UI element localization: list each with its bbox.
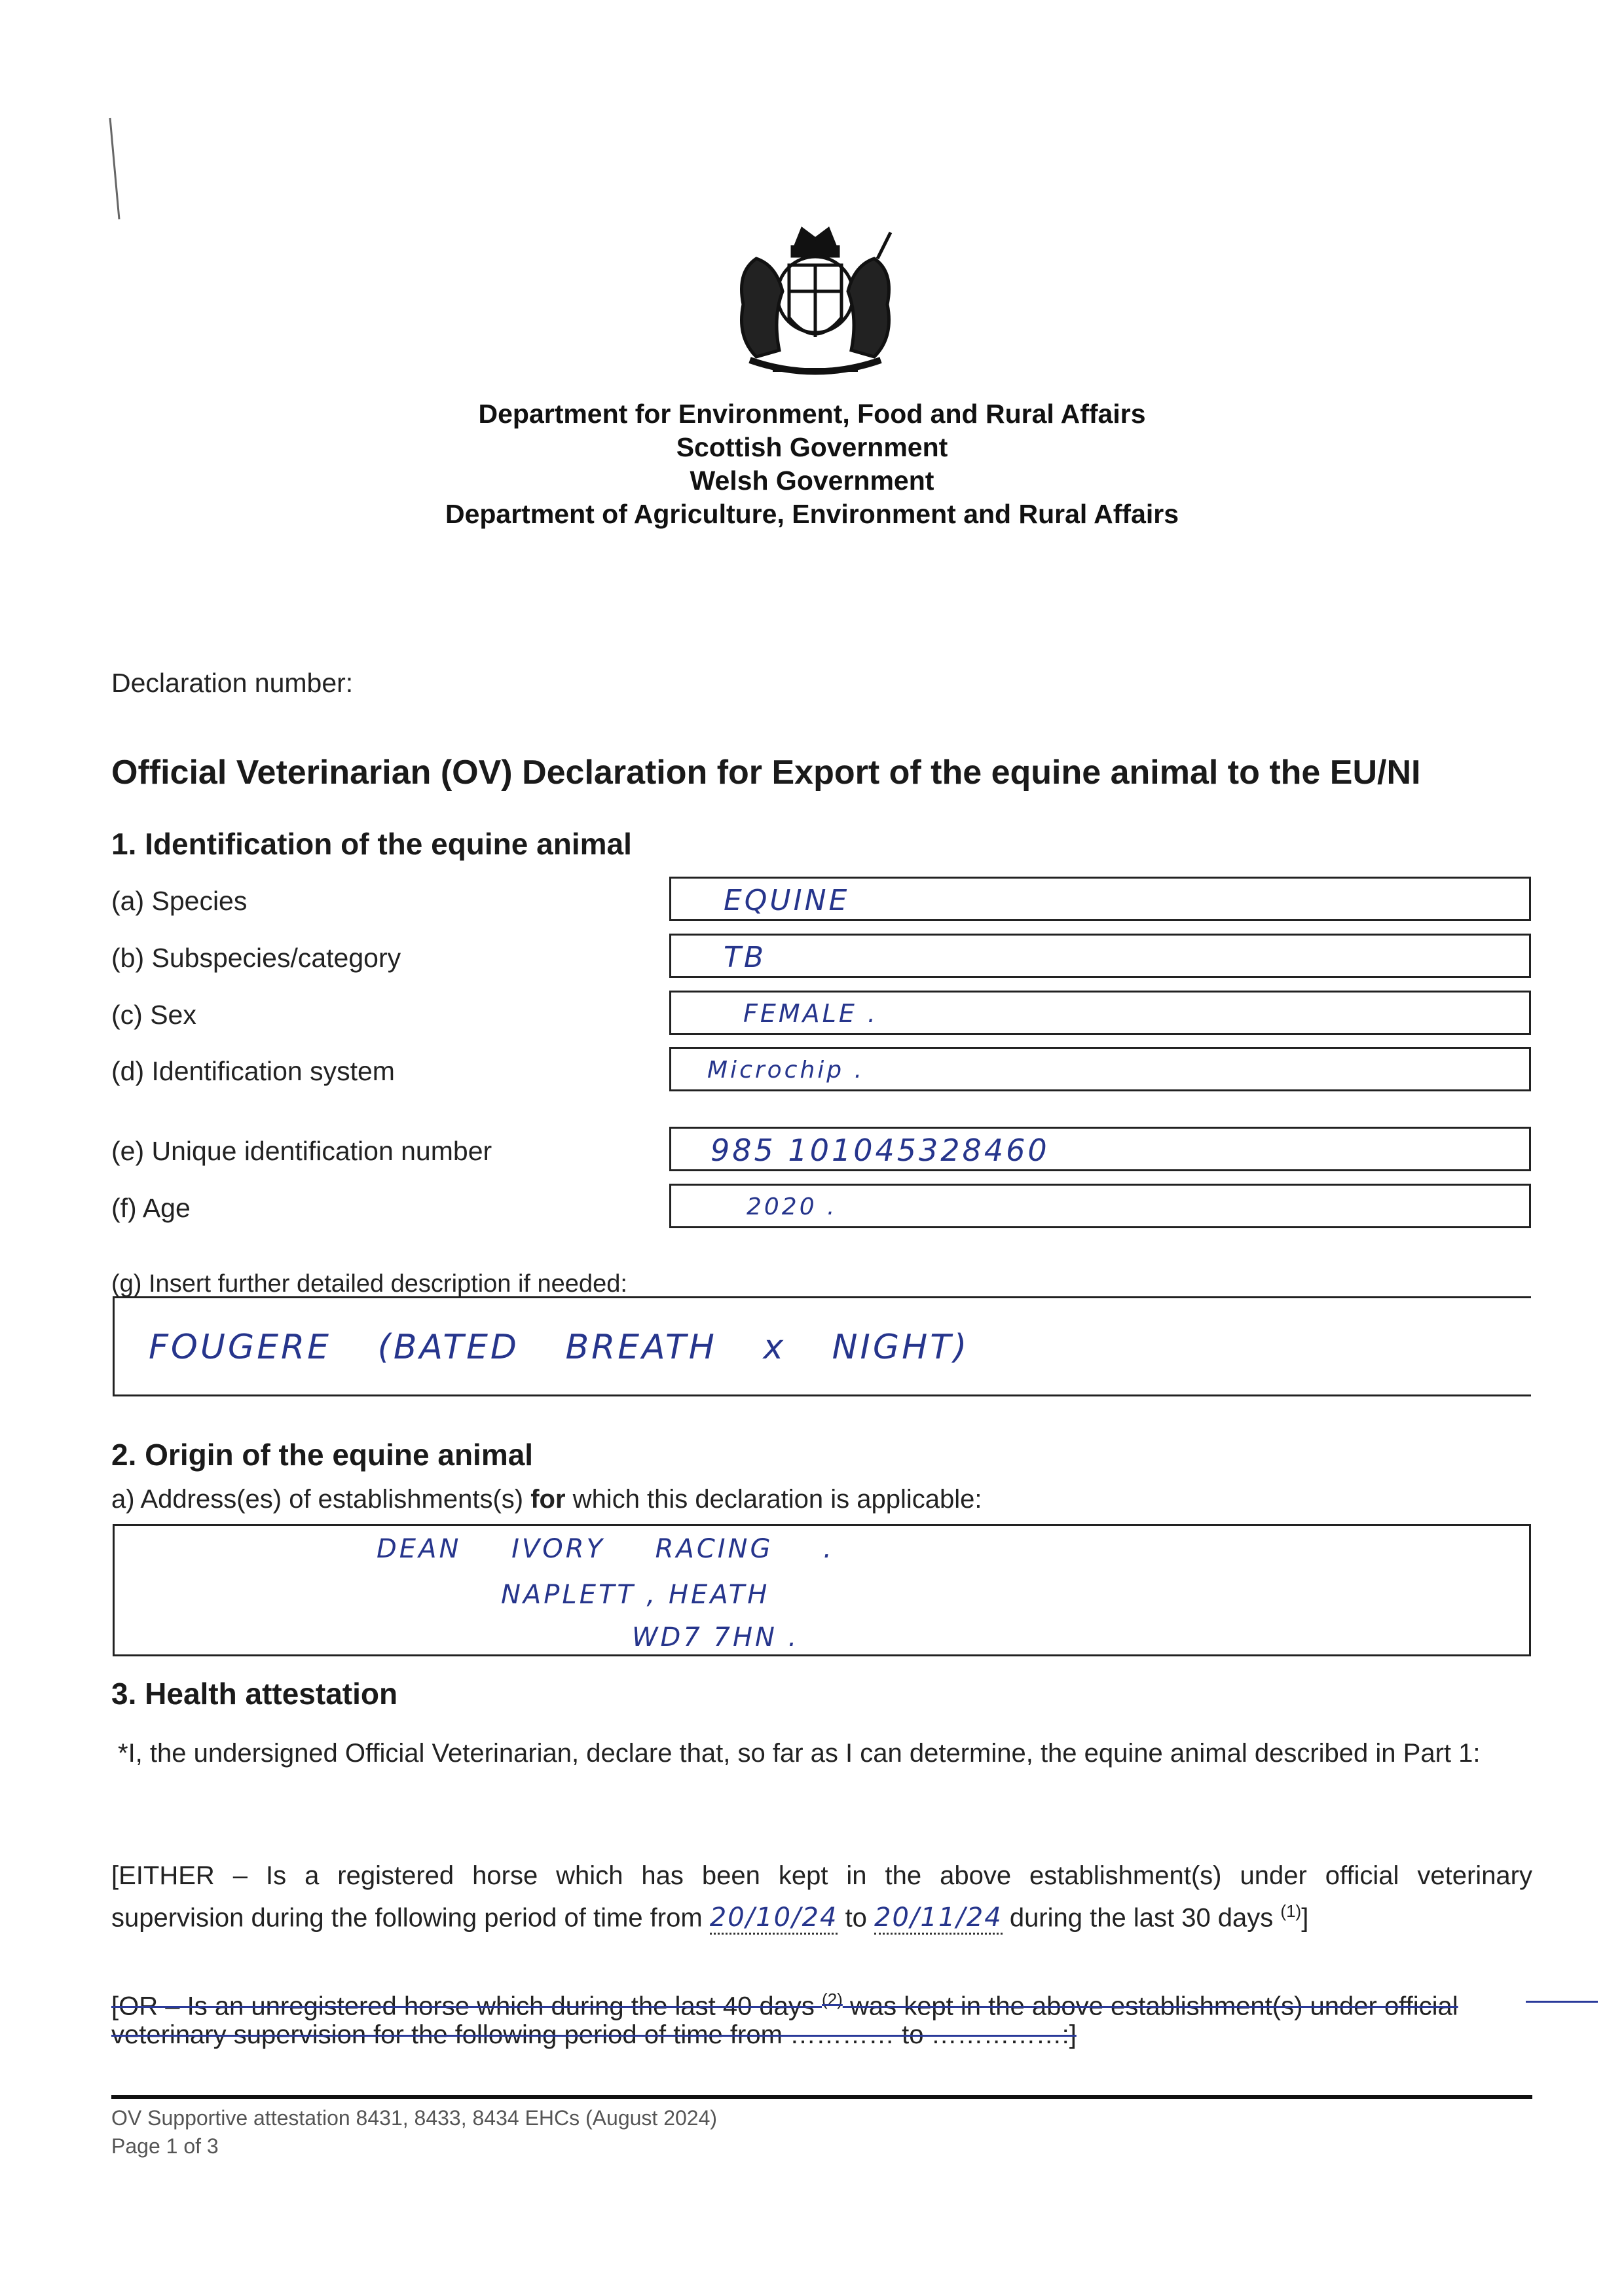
identification-system-label: (d) Identification system <box>111 1056 395 1086</box>
species-value: EQUINE <box>724 884 850 917</box>
either-footnote: (1) <box>1280 1901 1302 1921</box>
address-field[interactable] <box>113 1524 1531 1656</box>
unique-id-value: 985 101045328460 <box>710 1133 1050 1168</box>
subspecies-value: TB <box>724 941 767 974</box>
section-2-heading: 2. Origin of the equine animal <box>111 1438 534 1472</box>
either-to: to <box>838 1903 875 1933</box>
address-label <box>111 1485 982 1514</box>
either-line-2-pre: supervision during the following period of time from <box>111 1903 710 1933</box>
footer-divider <box>111 2095 1532 2099</box>
species-field[interactable] <box>669 877 1531 921</box>
royal-coat-of-arms-icon <box>710 219 920 390</box>
address-line: NAPLETT , HEATH <box>501 1580 770 1610</box>
page-total: 3 <box>206 2134 219 2158</box>
section-1-heading: 1. Identification of the equine animal <box>111 827 632 861</box>
sex-field[interactable] <box>669 991 1531 1035</box>
identification-system-value: Microchip . <box>707 1057 865 1084</box>
description-value: FOUGERE (BATED BREATH x NIGHT) <box>149 1328 970 1367</box>
address-line: DEAN IVORY RACING . <box>377 1534 834 1564</box>
health-attestation-intro: *I, the undersigned Official Veterinarian, declare that, so far as I can determine, the equine animal described in Part 1: <box>118 1739 1481 1768</box>
either-clause-line-2 <box>111 1893 1532 1935</box>
description-label: (g) Insert further detailed description if needed: <box>111 1270 627 1298</box>
page-of: of <box>177 2134 207 2158</box>
either-close: ] <box>1301 1903 1309 1933</box>
either-line-2-post: during the last 30 days <box>1002 1903 1281 1933</box>
department-name: Scottish Government <box>676 432 948 462</box>
page-title: Official Veterinarian (OV) Declaration for Export of the equine animal to the EU/NI <box>111 754 1421 792</box>
department-name: Department of Agriculture, Environment and Rural Affairs <box>445 499 1179 529</box>
or-strike-extension <box>1526 2001 1598 2003</box>
department-name: Welsh Government <box>690 465 934 496</box>
species-label: (a) Species <box>111 886 248 916</box>
subspecies-label: (b) Subspecies/category <box>111 943 401 973</box>
or-footnote: (2) <box>822 1990 843 2009</box>
scan-mark <box>105 115 131 226</box>
subspecies-field[interactable] <box>669 934 1531 978</box>
or-line-1-post: was kept in the above establishment(s) under official <box>842 1992 1458 2021</box>
description-field[interactable] <box>113 1296 1531 1396</box>
sex-label: (c) Sex <box>111 1000 196 1030</box>
address-line: WD7 7HN . <box>632 1622 800 1652</box>
footer-document-reference: OV Supportive attestation 8431, 8433, 8434 EHCs (August 2024) <box>111 2106 718 2130</box>
age-value: 2020 . <box>747 1194 838 1220</box>
either-clause-line-1: [EITHER – Is a registered horse which has been kept in the above establishment(s) under official veterinary <box>111 1861 1532 1890</box>
footer-page-number <box>111 2133 219 2159</box>
declaration-number-label: Declaration number: <box>111 668 354 698</box>
age-field[interactable] <box>669 1184 1531 1228</box>
sex-value: FEMALE . <box>743 999 878 1028</box>
or-line-1-pre: [OR – Is an unregistered horse which during the last 40 days <box>111 1992 822 2021</box>
department-name: Department for Environment, Food and Rural Affairs <box>478 399 1146 429</box>
either-date-from[interactable]: 20/10/24 <box>710 1903 838 1935</box>
age-label: (f) Age <box>111 1193 191 1223</box>
unique-id-field[interactable] <box>669 1127 1531 1171</box>
section-3-heading: 3. Health attestation <box>111 1677 398 1711</box>
either-date-to[interactable]: 20/11/24 <box>874 1903 1003 1935</box>
or-clause-line-2: veterinary supervision for the following period of time from ………… to ……………:] <box>111 2020 1077 2049</box>
unique-id-label: (e) Unique identification number <box>111 1136 492 1166</box>
address-label-pre: a) Address(es) of establishments(s) <box>111 1485 531 1514</box>
address-label-post: which this declaration is applicable: <box>565 1485 982 1514</box>
page-label: Page <box>111 2134 166 2158</box>
address-label-bold: for <box>530 1485 566 1514</box>
identification-system-field[interactable] <box>669 1047 1531 1091</box>
page-current: 1 <box>166 2134 178 2158</box>
